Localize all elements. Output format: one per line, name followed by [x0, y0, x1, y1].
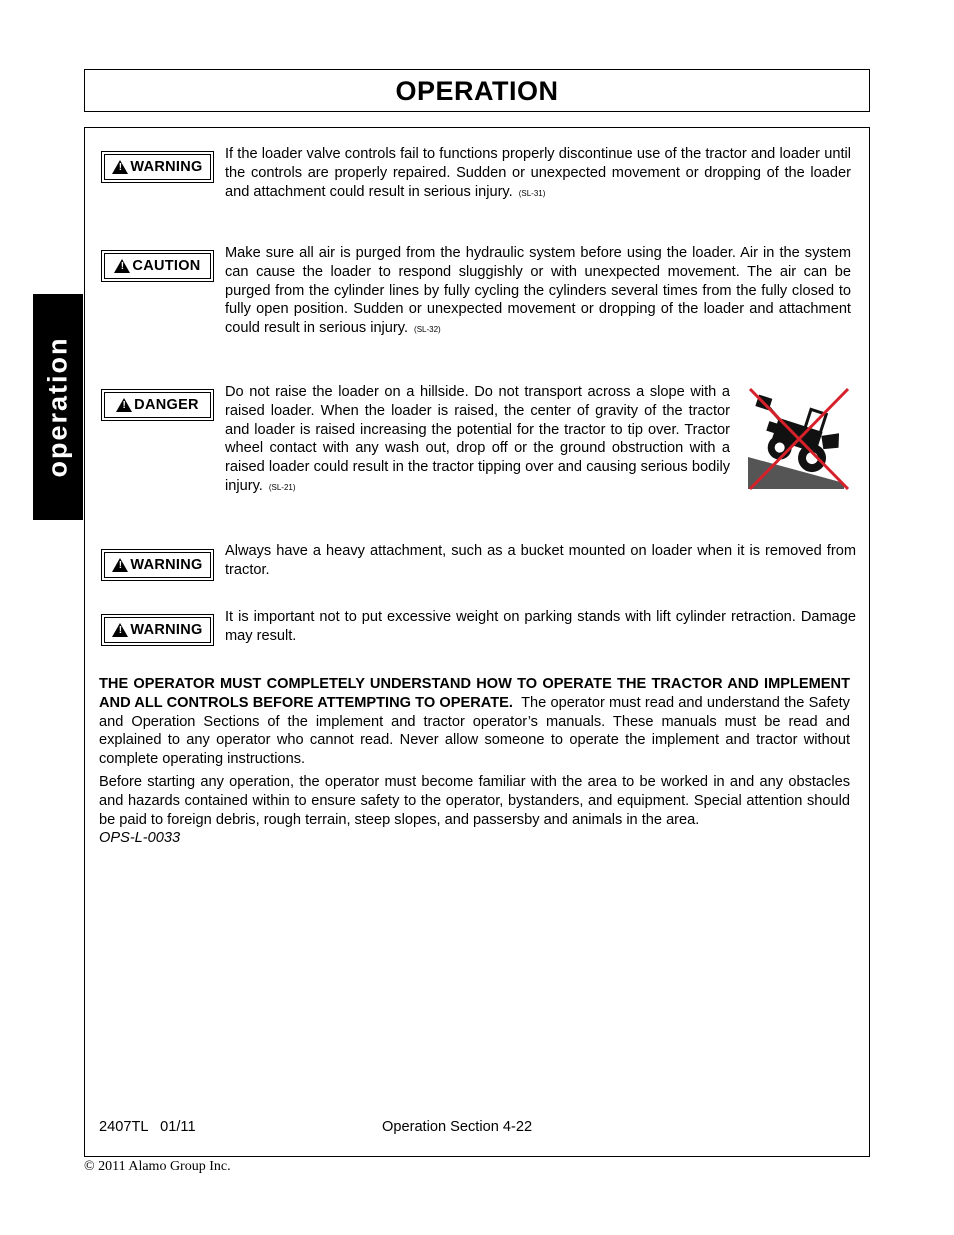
notice-text: Do not raise the loader on a hillside. Do not transport across a slope with a raised loader. When the loader is raised, the center of gravity of the tractor and loader is raised increasing the potential for the tractor to tip over. Tractor wheel contact with any wash out, drop off or the ground obstruction with a raised loader could result in the tractor tipping over and causing serious bodily injury. [225, 384, 730, 494]
signal-word: CAUTION [132, 258, 201, 274]
tractor-tipping-prohibited-icon [744, 385, 852, 493]
alert-triangle-icon: ! [112, 160, 128, 174]
safety-notice-text [225, 383, 730, 498]
alert-triangle-icon: ! [112, 558, 128, 572]
copyright: © 2011 Alamo Group Inc. [84, 1159, 231, 1174]
notice-code: (SL-32) [414, 325, 441, 335]
section-side-tab [33, 294, 83, 520]
alert-triangle-icon: ! [116, 398, 132, 412]
warning-sign [101, 614, 214, 646]
familiarization-paragraph [99, 773, 850, 848]
bold-intro: THE OPERATOR MUST COMPLETELY UNDERSTAND HOW TO OPERATE THE TRACTOR AND IMPLEMENT AND ALL CONTROLS BEFORE ATTEMPTING TO OPERATE. [99, 676, 850, 711]
danger-sign [101, 389, 214, 421]
signal-word: WARNING [130, 622, 203, 638]
warning-sign [101, 549, 214, 581]
notice-text: Always have a heavy attachment, such as a bucket mounted on loader when it is removed from tractor. [225, 543, 856, 578]
notice-code: (SL-21) [268, 482, 296, 492]
safety-notice-text [225, 608, 856, 646]
notice-code: (SL-31) [518, 188, 546, 198]
warning-sign [101, 151, 214, 183]
footer-section: Operation Section 4-22 [382, 1119, 533, 1135]
ops-code: OPS-L-0033 [99, 830, 181, 847]
footer-model-date: 2407TL 01/11 [99, 1119, 196, 1135]
side-tab-label: operation [42, 336, 73, 478]
paragraph-text: The operator must read and understand the Safety and Operation Sections of the implement and tractor operator’s manuals. These manuals must be read and explained to any operator who cannot read. Never allow someone to operate the implement and tractor without complete operating instructions. [99, 694, 850, 768]
safety-notice-text [225, 145, 851, 203]
signal-word: DANGER [134, 397, 199, 413]
caution-sign [101, 250, 214, 282]
safety-notice-text [225, 542, 856, 580]
operator-instructions-paragraph [99, 675, 850, 769]
header-box [84, 69, 870, 112]
signal-word: WARNING [130, 159, 203, 175]
safety-notice-text [225, 244, 851, 340]
paragraph-text: Before starting any operation, the operator must become familiar with the area to be worked in and any obstacles and hazards contained within to ensure safety to the operator, bystanders, and equipment. Special attention should be paid to foreign debris, rough terrain, steep slopes, and passersby and animals in the area. [99, 774, 850, 828]
notice-text: If the loader valve controls fail to functions properly discontinue use of the tractor and loader until the controls are properly repaired. Sudden or unexpected movement or dropping of the loader and attachment could result in serious injury. [225, 146, 851, 200]
signal-word: WARNING [130, 557, 203, 573]
notice-text: Make sure all air is purged from the hydraulic system before using the loader. Air in the system can cause the loader to respond sluggishly or with unexpected movement. The air can be purged from the cylinder lines by fully cycling the cylinders several times from the fully closed to fully open position. Sudden or unexpected movement or dropping of the loader and attachment could result in serious injury. [225, 245, 851, 337]
page-title: OPERATION [395, 76, 559, 106]
alert-triangle-icon: ! [112, 623, 128, 637]
notice-text: It is important not to put excessive weight on parking stands with lift cylinder retraction. Damage may result. [225, 609, 856, 644]
alert-triangle-icon: ! [114, 259, 130, 273]
